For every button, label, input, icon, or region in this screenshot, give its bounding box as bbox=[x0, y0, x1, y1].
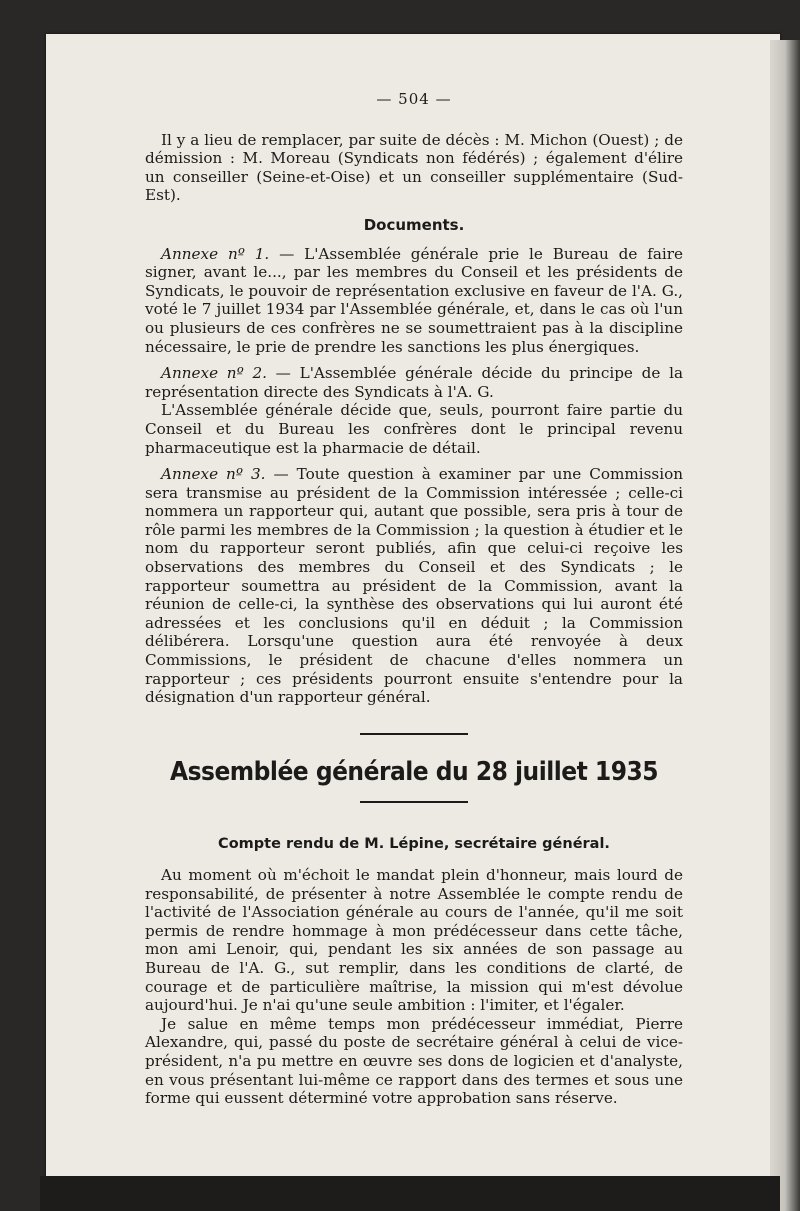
annexe-3-label: Annexe nº 3. bbox=[161, 465, 266, 484]
section-divider-bottom bbox=[360, 801, 468, 803]
annexe-1-text: — L'Assemblée générale prie le Bureau de faire signer, avant le..., par les membres du Conseil et les présidents de Syndicats, le pouvoir de représentation exclusive en faveur de l'A. G., voté le 7 juillet 1934 par l'Assemblée générale, et, dans le cas où l'un ou plusieurs de ces confrères ne se soumettraient pas à la discipline nécessaire, le prie de prendre les sanctions les plus énergiques. bbox=[145, 244, 683, 356]
report-paragraph-1: Au moment où m'échoit le mandat plein d'honneur, mais lourd de responsabilité, de présenter à notre Assemblée le compte rendu de l'activité de l'Association générale au cours de l'année, qu'il me soit permis de rendre hommage à mon prédécesseur dans cette tâche, mon ami Lenoir, qui, pendant les six années de son passage au Bureau de l'A. G., sut remplir, dans les conditions de clarté, de courage et de particulière maîtrise, la mission qui m'est dévolue aujourd'hui. Je n'ai qu'une seule ambition : l'imiter, et l'égaler. bbox=[145, 866, 683, 1015]
annexe-1-label: Annexe nº 1. bbox=[161, 244, 270, 263]
scan-background bbox=[40, 1176, 780, 1211]
section-divider-top bbox=[360, 733, 468, 735]
report-heading: Compte rendu de M. Lépine, secrétaire général. bbox=[218, 836, 610, 853]
annexe-2-text: — L'Assemblée générale décide du principe de la représentation directe des Syndicats à l'A. G. bbox=[145, 364, 684, 401]
report-paragraph-2: Je salue en même temps mon prédécesseur immédiat, Pierre Alexandre, qui, passé du poste de secrétaire général à celui de vice-président, n'a pu mettre en œuvre ses dons de logicien et d'analyste, en vous présentant lui-même ce rapport dans des termes et sous une forme qui eussent déterminé votre approbation sans réserve. bbox=[145, 1014, 683, 1108]
annexe-3-paragraph bbox=[145, 465, 683, 707]
intro-paragraph: Il y a lieu de remplacer, par suite de décès : M. Michon (Ouest) ; de démission : M. Moreau (Syndicats non fédérés) ; également d'élire un conseiller (Seine-et-Oise) et un conseiller supplémentaire (Sud-Est). bbox=[145, 130, 683, 205]
page-content bbox=[145, 90, 683, 1108]
annexe-2-paragraph bbox=[145, 364, 683, 401]
page-number: — 504 — bbox=[376, 90, 452, 108]
page-edge bbox=[770, 40, 800, 1211]
annexe-1-paragraph bbox=[145, 245, 683, 357]
annexe-2-label: Annexe nº 2. bbox=[161, 364, 267, 383]
documents-heading: Documents. bbox=[363, 215, 465, 234]
annexe-2-paragraph-2: L'Assemblée générale décide que, seuls, pourront faire partie du Conseil et du Bureau les confrères dont le principal revenu pharmaceutique est la pharmacie de détail. bbox=[145, 401, 683, 457]
section-title: Assemblée générale du 28 juillet 1935 bbox=[169, 756, 659, 787]
annexe-3-text: — Toute question à examiner par une Commission sera transmise au président de la Commission intéressée ; celle-ci nommera un rapporteur qui, autant que possible, sera pris à tour de rôle parmi les membres de la Commission ; la question à étudier et le nom du rapporteur seront publiés, afin que celui-ci reçoive les observations des membres du Conseil et des Syndicats ; le rapporteur soumettra au président de la Commission, avant la réunion de celle-ci, la synthèse des observations qui lui auront été adressées et les conclusions qu'il en déduit ; la Commission délibérera. Lorsqu'une question aura été renvoyée à deux Commissions, le président de chacune d'elles nommera un rapporteur ; ces présidents pourront ensuite s'entendre pour la désignation d'un rapporteur général. bbox=[145, 465, 684, 707]
